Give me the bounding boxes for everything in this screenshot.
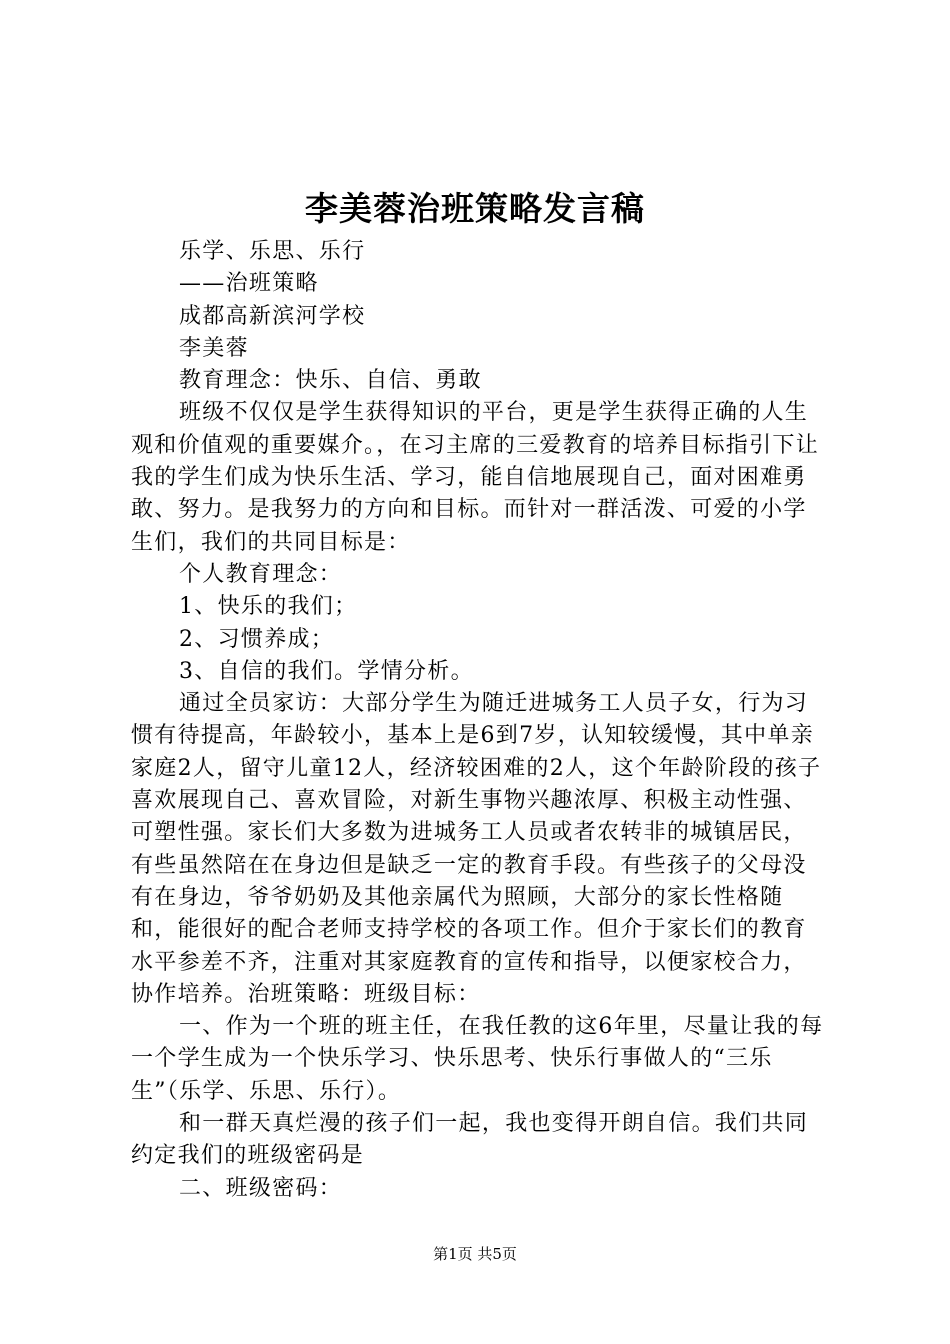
paragraph-class-goal: 一、作为一个班的班主任，在我任教的这6年里，尽量让我的每一个学生成为一个快乐学习、快乐思考、快乐行事做人的“三乐生”（乐学、乐思、乐行）。	[131, 1014, 824, 1104]
personal-philosophy-heading: 个人教育理念：	[179, 561, 343, 587]
list-item-3: 3、自信的我们。学情分析。	[179, 658, 474, 684]
subtitle-strategy-line: ——治班策略	[179, 271, 319, 297]
subtitle-line: 乐学、乐思、乐行	[179, 239, 366, 264]
document-title: 李美蓉治班策略发言稿	[305, 189, 645, 228]
section-heading-class-password: 二、班级密码：	[179, 1175, 343, 1201]
author-name: 李美蓉	[179, 335, 249, 361]
education-philosophy: 教育理念：快乐、自信、勇敢	[179, 368, 482, 394]
list-item-1: 1、快乐的我们；	[179, 594, 358, 620]
page-number-footer: 第1页 共5页	[433, 1245, 517, 1263]
paragraph-together: 和一群天真烂漫的孩子们一起，我也变得开朗自信。我们共同约定我们的班级密码是	[131, 1111, 809, 1169]
paragraph-intro: 班级不仅仅是学生获得知识的平台，更是学生获得正确的人生观和价值观的重要媒介。，在习主席的三爱教育的培养目标指引下让我的学生们成为快乐生活、学习，能自信地展现自己，面对困难勇敢、努力。是我努力的方向和目标。而针对一群活泼、可爱的小学生们，我们的共同目标是：	[131, 400, 820, 555]
school-name: 成都高新滨河学校	[179, 303, 366, 329]
list-item-2: 2、习惯养成；	[179, 626, 335, 652]
paragraph-home-visit: 通过全员家访：大部分学生为随迁进城务工人员子女，行为习惯有待提高，年龄较小，基本上是6到7岁，认知较缓慢，其中单亲家庭2人，留守儿童12人，经济较困难的2人，这个年龄阶段的孩子喜欢展现自己、喜欢冒险，对新生事物兴趣浓厚、积极主动性强、可塑性强。家长们大多数为进城务工人员或者农转非的城镇居民，有些虽然陪在在身边但是缺乏一定的教育手段。有些孩子的父母没有在身边，爷爷奶奶及其他亲属代为照顾，大部分的家长性格随和，能很好的配合老师支持学校的各项工作。但介于家长们的教育水平参差不齐，注重对其家庭教育的宣传和指导，以便家校合力，协作培养。治班策略：班级目标：	[131, 691, 822, 1007]
document-body	[131, 236, 827, 1205]
